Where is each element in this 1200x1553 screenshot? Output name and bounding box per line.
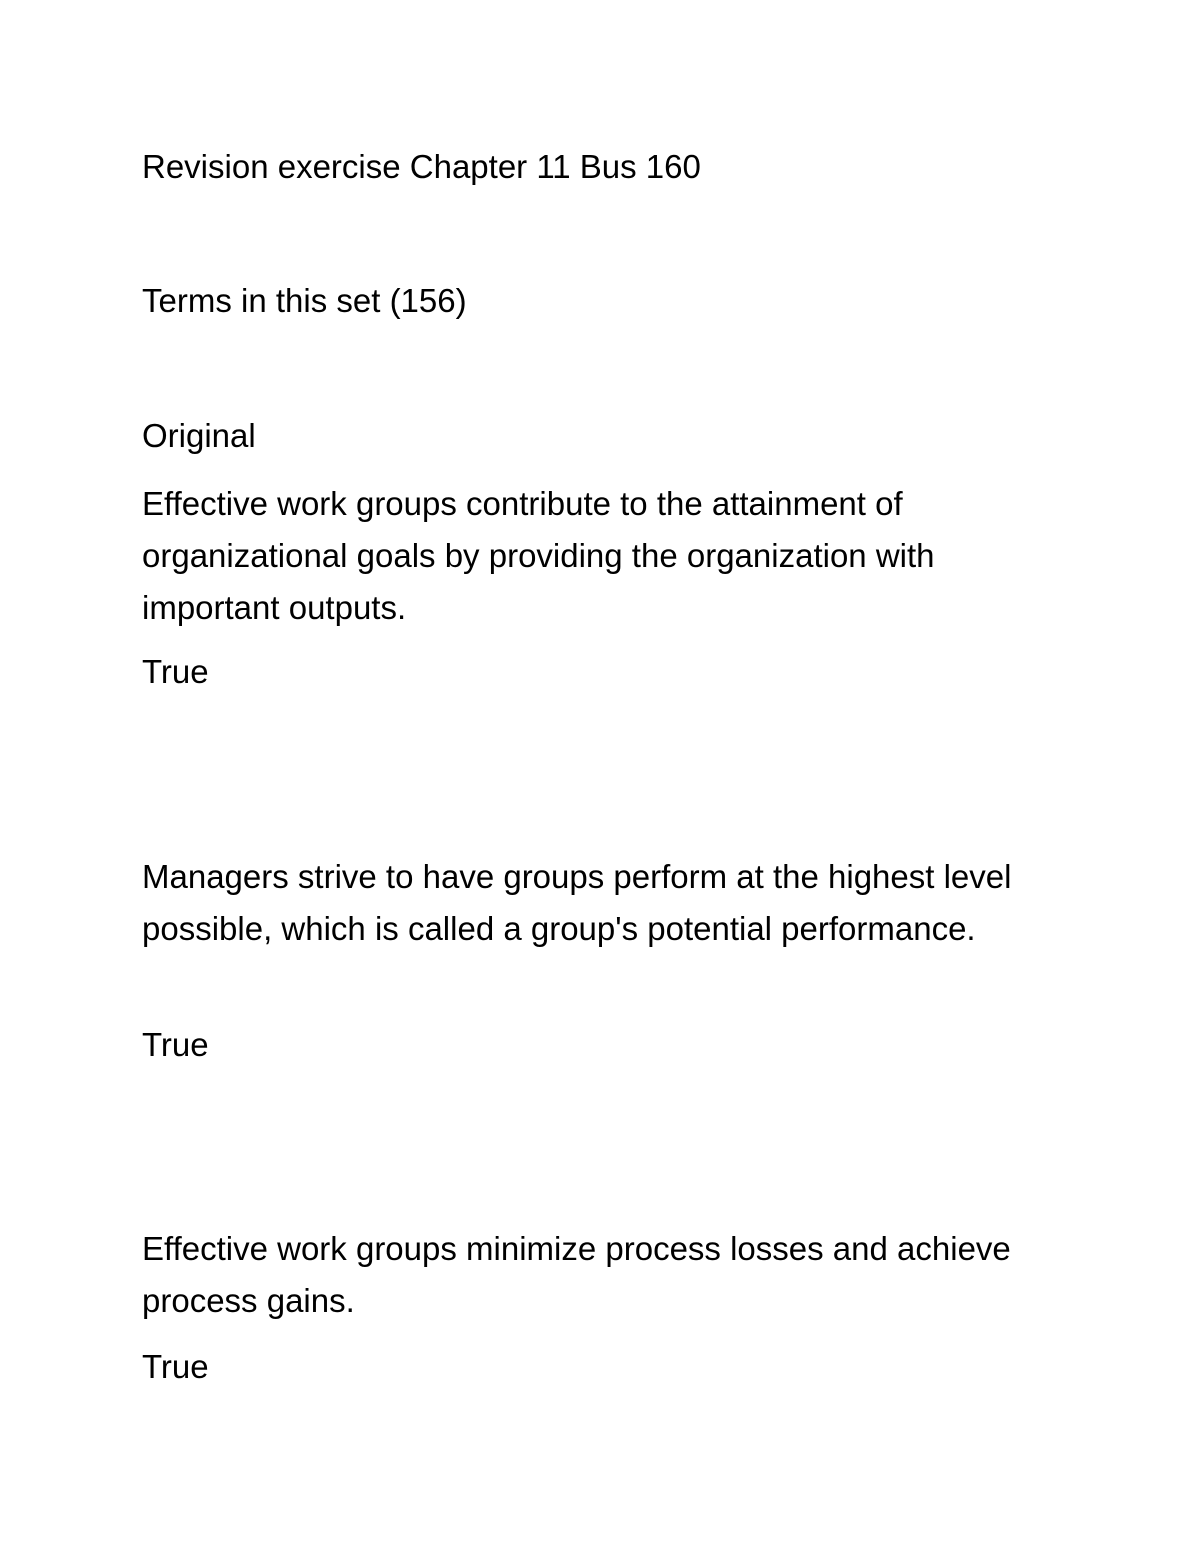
- terms-count-label: Terms in this set (156): [142, 282, 467, 319]
- term-question-1: Effective work groups contribute to the attainment of organizational goals by providing the organization with important outputs.: [142, 485, 935, 626]
- term-question-3: Effective work groups minimize process losses and achieve process gains.: [142, 1230, 1011, 1319]
- section-label: Original: [142, 417, 256, 454]
- term-answer-1: True: [142, 653, 209, 690]
- term-answer-2: True: [142, 1026, 209, 1063]
- term-answer-3: True: [142, 1348, 209, 1385]
- term-question-2: Managers strive to have groups perform at the highest level possible, which is called a group's potential performance.: [142, 858, 1012, 947]
- document-title: Revision exercise Chapter 11 Bus 160: [142, 148, 701, 185]
